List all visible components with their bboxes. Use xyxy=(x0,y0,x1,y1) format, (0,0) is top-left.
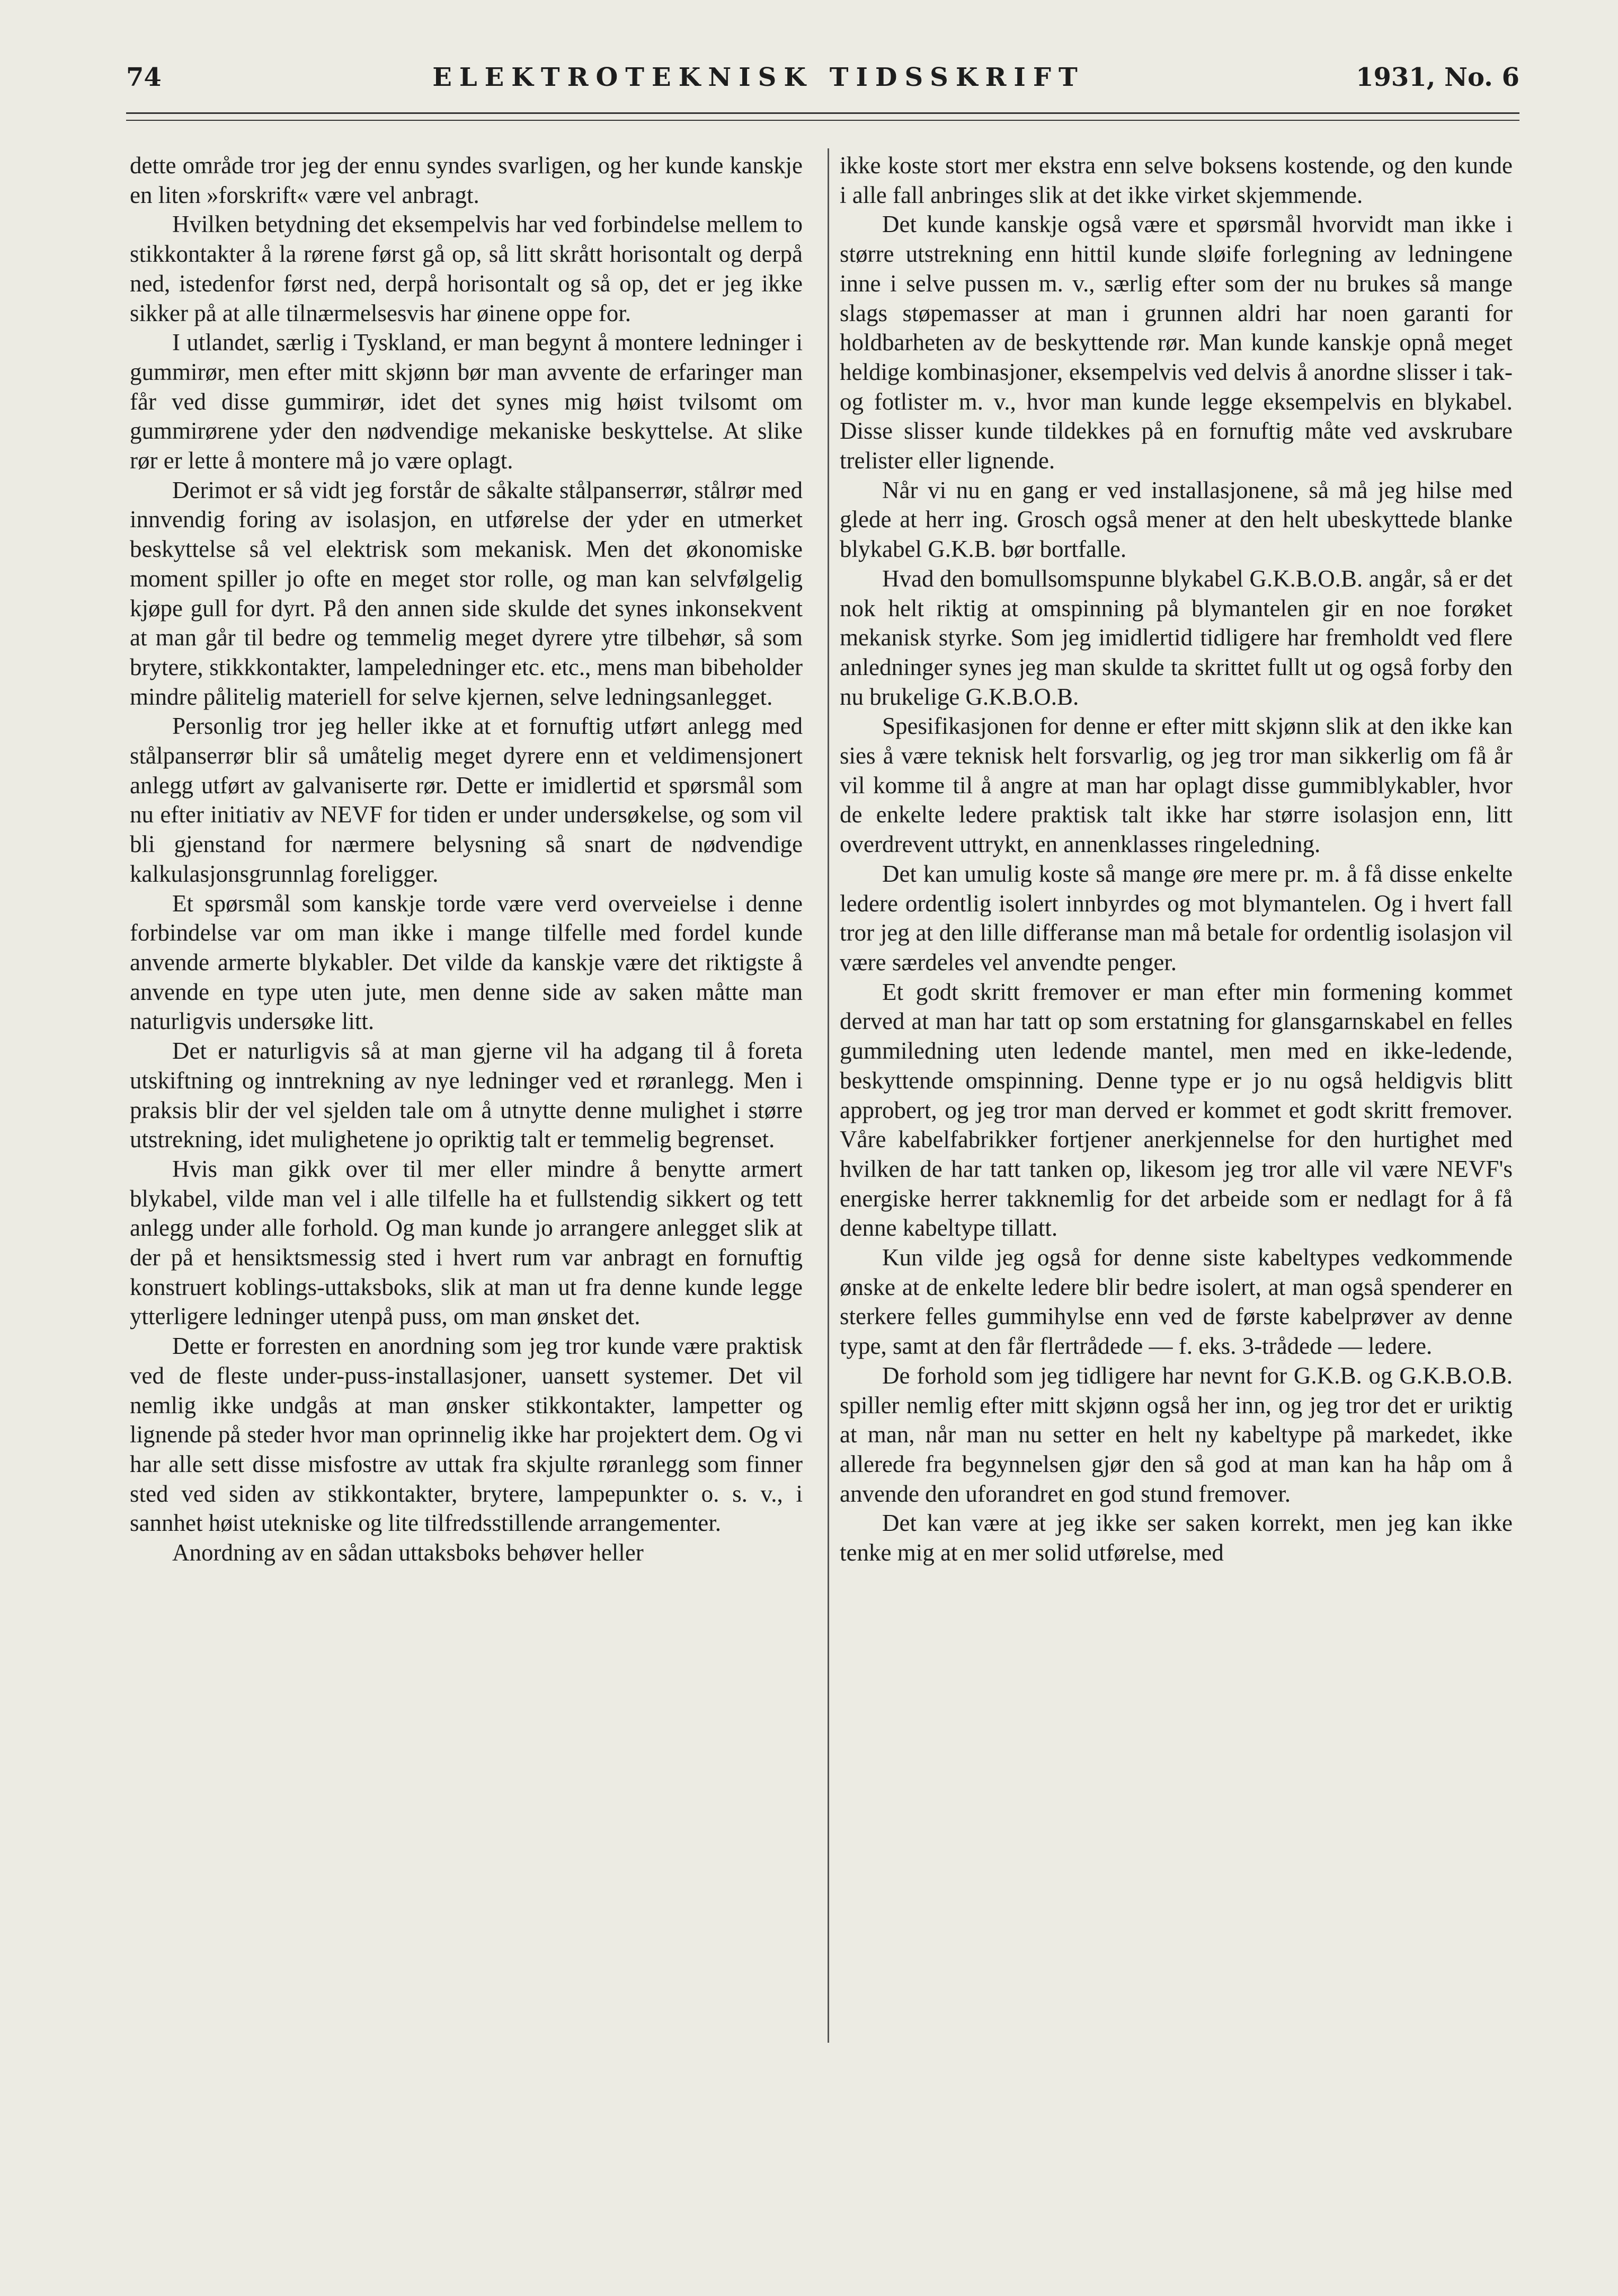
issue-number: 1931, No. 6 xyxy=(1356,63,1519,92)
left-column xyxy=(130,151,803,1568)
paragraph: dette område tror jeg der ennu syndes svarligen, og her kunde kanskje en liten »forskrift« være vel anbragt. xyxy=(130,152,803,208)
paragraph: Dette er forresten en anordning som jeg tror kunde være praktisk ved de fleste under-puss-installasjoner, uansett systemer. Det vil nemlig ikke undgås at man ønsker stikkontakter, lampetter og lignende på steder hvor man oprinnelig ikke har projektert dem. Og vi har alle sett disse misfostre av uttak fra skjulte røranlegg som finner sted ved siden av stikkontakter, brytere, lampepunkter o. s. v., i sannhet høist utekniske og lite tilfredsstillende arrangementer. xyxy=(130,1333,803,1537)
paragraph: Når vi nu en gang er ved installasjonene, så må jeg hilse med glede at herr ing. Grosch også mener at den helt ubeskyttede blanke blykabel G.K.B. bør bortfalle. xyxy=(840,476,1513,563)
paragraph: Det kan være at jeg ikke ser saken korrekt, men jeg kan ikke tenke mig at en mer solid utførelse, med xyxy=(840,1510,1513,1566)
paragraph: Anordning av en sådan uttaksboks behøver heller xyxy=(172,1539,644,1566)
header-rule-bottom xyxy=(126,120,1519,121)
paragraph: ikke koste stort mer ekstra enn selve boksens kostende, og den kunde i alle fall anbringes slik at det ikke virket skjemmende. xyxy=(840,152,1513,208)
paragraph: Hvad den bomullsomspunne blykabel G.K.B.O.B. angår, så er det nok helt riktig at omspinning på blymantelen gir en noe forøket mekanisk styrke. Som jeg imidlertid tidligere har fremholdt ved flere anledninger synes jeg man skulde ta skrittet fullt ut og også forby den nu brukelige G.K.B.O.B. xyxy=(840,565,1513,710)
paragraph: Derimot er så vidt jeg forstår de såkalte stålpanserrør, stålrør med innvendig foring av isolasjon, en utførelse der yder en utmerket beskyttelse så vel elektrisk som mekanisk. Men det økonomiske moment spiller jo ofte en meget stor rolle, og man kan selvfølgelig kjøpe gull for dyrt. På den annen side skulde det synes inkonsekvent at man går til bedre og temmelig meget dyrere ytre tilbehør, så som brytere, stikkkontakter, lampeledninger etc. etc., mens man bibeholder mindre pålitelig materiell for selve kjernen, selve ledningsanlegget. xyxy=(130,476,803,710)
paragraph: Personlig tror jeg heller ikke at et fornuftig utført anlegg med stålpanserrør blir så umåtelig meget dyrere enn et veldimensjonert anlegg utført av galvaniserte rør. Dette er imidlertid et spørsmål som nu efter initiativ av NEVF for tiden er under undersøkelse, og som vil bli gjenstand for nærmere belysning så snart de nødvendige kalkulasjonsgrunnlag foreligger. xyxy=(130,713,803,887)
paragraph: Kun vilde jeg også for denne siste kabeltypes vedkommende ønske at de enkelte ledere blir bedre isolert, at man også spenderer en sterkere felles gummihylse enn ved de første kabelprøver av denne type, samt at den får flertrådede — f. eks. 3-trådede — ledere. xyxy=(840,1244,1513,1360)
header-rule-top xyxy=(126,112,1519,114)
column-divider xyxy=(828,148,829,2043)
paragraph: Det kan umulig koste så mange øre mere pr. m. å få disse enkelte ledere ordentlig isolert innbyrdes og mot blymantelen. Og i hvert fall tror jeg at den lille differanse man må betale for ordentlig isolasjon vil være særdeles vel anvendte penger. xyxy=(840,860,1513,976)
paragraph: De forhold som jeg tidligere har nevnt for G.K.B. og G.K.B.O.B. spiller nemlig efter mitt skjønn også her inn, og jeg tror det er uriktig at man, når man nu setter en helt ny kabeltype på markedet, ikke allerede fra begynnelsen gjør den så god at man kan ha håp om å anvende den uforandret en god stund fremover. xyxy=(840,1362,1513,1507)
paragraph: Et godt skritt fremover er man efter min formening kommet derved at man har tatt op som erstatning for glansgarnskabel en felles gummiledning uten ledende mantel, men med en ikke-ledende, beskyttende omspinning. Denne type er jo nu også heldigvis blitt approbert, og jeg tror man derved er kommet et godt skritt fremover. Våre kabelfabrikker fortjener anerkjennelse for den hurtighet med hvilken de har tatt tanken op, likesom jeg tror alle vil være NEVF's energiske herrer takknemlig for det arbeide som er nedlagt for å få denne kabeltype tillatt. xyxy=(840,978,1513,1242)
right-column xyxy=(840,151,1513,1568)
paragraph: Hvilken betydning det eksempelvis har ved forbindelse mellem to stikkontakter å la rørene først gå op, så litt skrått horisontalt og derpå ned, istedenfor først ned, derpå horisontalt og så op, det er jeg ikke sikker på at alle tilnærmelsesvis har øinene oppe for. xyxy=(130,211,803,326)
page-number: 74 xyxy=(126,63,162,92)
paragraph: Det kunde kanskje også være et spørsmål hvorvidt man ikke i større utstrekning enn hittil kunde sløife forlegning av ledningene inne i selve pussen m. v., særlig efter som der nu brukes så mange slags støpemasser at man i grunnen aldri har noen garanti for holdbarheten av de beskyttende rør. Man kunde kanskje opnå meget heldige kombinasjoner, eksempelvis ved delvis å anordne slisser i tak- og fotlister m. v., hvor man kunde legge eksempelvis en blykabel. Disse slisser kunde tildekkes på en fornuftig måte ved avskrubare trelister eller lignende. xyxy=(840,211,1513,474)
paragraph: Et spørsmål som kanskje torde være verd overveielse i denne forbindelse var om man ikke i mange tilfelle med fordel kunde anvende armerte blykabler. Det vilde da kanskje være det riktigste å anvende en type uten jute, men denne side av saken måtte man naturligvis undersøke litt. xyxy=(130,890,803,1035)
paragraph: Det er naturligvis så at man gjerne vil ha adgang til å foreta utskiftning og inntrekning av nye ledninger ved et røranlegg. Men i praksis blir der vel sjelden tale om å utnytte denne mulighet i større utstrekning, idet mulighetene jo opriktig talt er temmelig begrenset. xyxy=(130,1038,803,1153)
paragraph: Hvis man gikk over til mer eller mindre å benytte armert blykabel, vilde man vel i alle tilfelle ha et fullstendig sikkert og tett anlegg under alle forhold. Og man kunde jo arrangere anlegget slik at der på et hensiktsmessig sted i hvert rum var anbragt en fornuftig konstruert koblings-uttaksboks, slik at man ut fra denne kunde legge ytterligere ledninger utenpå puss, om man ønsket det. xyxy=(130,1155,803,1330)
paragraph: Spesifikasjonen for denne er efter mitt skjønn slik at den ikke kan sies å være teknisk helt forsvarlig, og jeg tror man sikkerlig om få år vil komme til å angre at man har oplagt disse gummiblykabler, hvor de enkelte ledere praktisk talt ikke har større isolasjon enn, litt overdrevent uttrykt, en annenklasses ringeledning. xyxy=(840,713,1513,858)
journal-title: ELEKTROTEKNISK TIDSSKRIFT xyxy=(432,63,1085,92)
running-header xyxy=(126,63,1519,105)
paragraph: I utlandet, særlig i Tyskland, er man begynt å montere ledninger i gummirør, men efter mitt skjønn bør man avvente de erfaringer man får ved disse gummirør, idet det synes mig høist tvilsomt om gummirørene yder den nødvendige mekaniske beskyttelse. At slike rør er lette å montere må jo være oplagt. xyxy=(130,329,803,474)
